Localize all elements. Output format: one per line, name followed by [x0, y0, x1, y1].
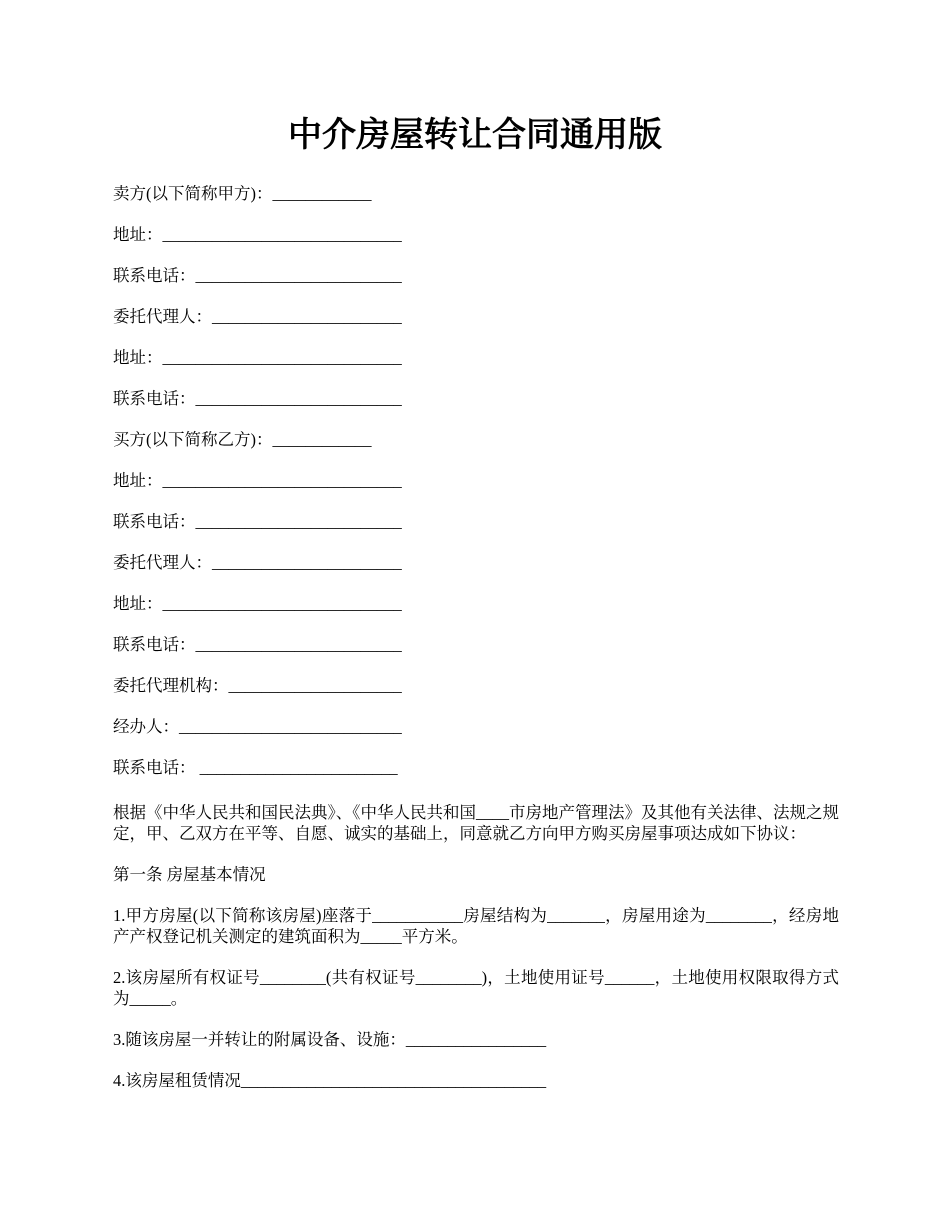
seller-agent-field: 委托代理人：_______________________: [113, 307, 402, 326]
buyer-agent-address-field: 地址：_____________________________: [113, 594, 402, 613]
buyer-agent-field: 委托代理人：_______________________: [113, 553, 402, 572]
clause-2-paragraph: 2.该房屋所有权证号________(共有权证号________)，土地使用证号______，土地使用权限取得方式为_____。: [113, 968, 839, 1008]
handler-phone-field: 联系电话： ________________________: [113, 758, 398, 777]
clause-3-paragraph: 3.随该房屋一并转让的附属设备、设施：_________________: [113, 1030, 547, 1049]
seller-phone-field: 联系电话：_________________________: [113, 266, 402, 285]
buyer-phone-field: 联系电话：_________________________: [113, 512, 402, 531]
document-title: 中介房屋转让合同通用版: [288, 117, 662, 154]
article-one-heading: 第一条 房屋基本情况: [113, 865, 266, 884]
seller-name-field: 卖方(以下简称甲方)：____________: [113, 184, 372, 203]
buyer-agent-phone-field: 联系电话：_________________________: [113, 635, 402, 654]
buyer-address-field: 地址：_____________________________: [113, 471, 402, 490]
preamble-paragraph: 根据《中华人民共和国民法典》、《中华人民共和国____市房地产管理法》及其他有关法律、法规之规定，甲、乙双方在平等、自愿、诚实的基础上，同意就乙方向甲方购买房屋事项达成如下协议：: [113, 803, 839, 843]
clause-4-paragraph: 4.该房屋租赁情况_____________________________________: [113, 1071, 547, 1090]
agency-field: 委托代理机构：_____________________: [113, 676, 402, 695]
handler-field: 经办人：___________________________: [113, 717, 402, 736]
seller-agent-phone-field: 联系电话：_________________________: [113, 389, 402, 408]
buyer-name-field: 买方(以下简称乙方)：____________: [113, 430, 372, 449]
clause-1-paragraph: 1.甲方房屋(以下简称该房屋)座落于___________房屋结构为_______，房屋用途为________，经房地产产权登记机关测定的建筑面积为_____平方米。: [113, 906, 839, 946]
seller-address-field: 地址：_____________________________: [113, 225, 402, 244]
seller-agent-address-field: 地址：_____________________________: [113, 348, 402, 367]
document-body: [113, 178, 839, 1111]
